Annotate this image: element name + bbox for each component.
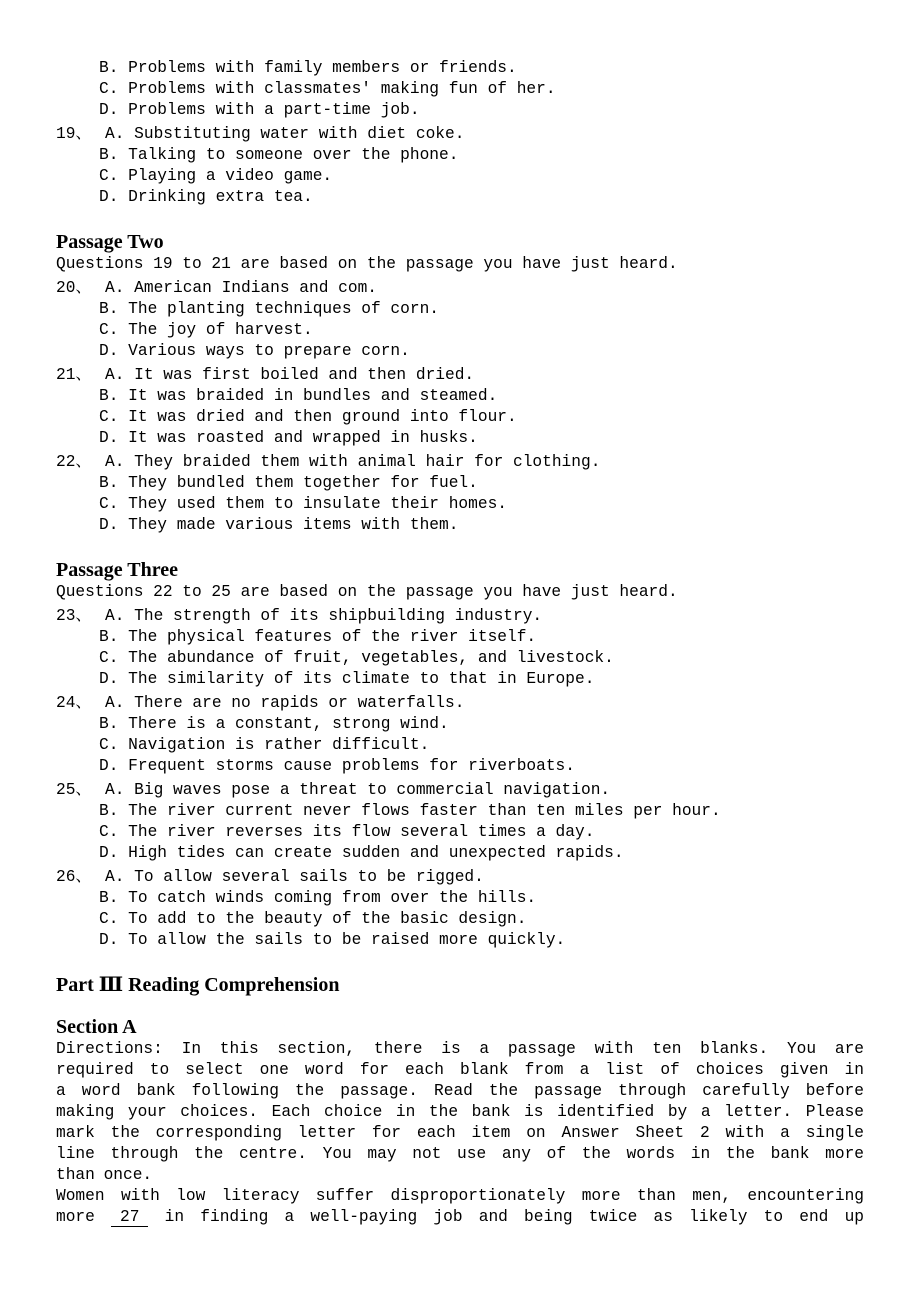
question-number: 24、 [56,694,92,712]
passage-two-intro: Questions 19 to 21 are based on the passage you have just heard. [56,255,678,273]
question-number: 20、 [56,279,92,297]
question-21 [56,365,864,386]
section-a-title: Section A [56,1016,137,1038]
q20-option: B. The planting techniques of corn. [99,300,439,318]
question-26 [56,867,864,888]
question-number: 23、 [56,607,92,625]
q22-option: C. They used them to insulate their homes. [99,495,507,513]
question-22 [56,452,864,473]
question-number: 26、 [56,868,92,886]
q21-option: C. It was dried and then ground into flour. [99,408,517,426]
q26-option: D. To allow the sails to be raised more quickly. [99,931,566,949]
passage-three-intro: Questions 22 to 25 are based on the passage you have just heard. [56,583,678,601]
question-24 [56,693,864,714]
part-three-title: Part Ⅲ Reading Comprehension [56,974,340,996]
directions-line: a word bank following the passage. Read the passage through carefully before [56,1082,864,1100]
directions-line: mark the corresponding letter for each item on Answer Sheet 2 with a single [56,1124,864,1142]
q21-option: B. It was braided in bundles and steamed. [99,387,498,405]
option-a: A. Big waves pose a threat to commercial navigation. [105,781,611,799]
directions-line: required to select one word for each blank from a list of choices given in [56,1061,864,1079]
q22-option: D. They made various items with them. [99,516,459,534]
directions-paragraph [56,1039,864,1186]
q18-option: D. Problems with a part-time job. [99,101,420,119]
q25-option: C. The river reverses its flow several times a day. [99,823,595,841]
directions-line: making your choices. Each choice in the bank is identified by a letter. Please [56,1103,864,1121]
q18-option: C. Problems with classmates' making fun of her. [99,80,556,98]
q19-option: B. Talking to someone over the phone. [99,146,459,164]
passage-text: in finding a well-paying job and being twice as likely to end up [164,1208,864,1226]
q22-option: B. They bundled them together for fuel. [99,474,478,492]
q20-option: D. Various ways to prepare corn. [99,342,410,360]
q20-option: C. The joy of harvest. [99,321,313,339]
directions-line: line through the centre. You may not use any of the words in the bank more [56,1145,864,1163]
q19-option: C. Playing a video game. [99,167,333,185]
q26-option: C. To add to the beauty of the basic design. [99,910,527,928]
question-25 [56,780,864,801]
passage-line: Women with low literacy suffer disproportionately more than men, encountering [56,1187,864,1205]
question-number: 21、 [56,366,92,384]
option-a: A. There are no rapids or waterfalls. [105,694,465,712]
question-19 [56,124,864,145]
q23-option: D. The similarity of its climate to that in Europe. [99,670,595,688]
q19-option: D. Drinking extra tea. [99,188,313,206]
question-23 [56,606,864,627]
passage-two-title: Passage Two [56,231,164,253]
blank-27[interactable]: 27 [111,1209,148,1227]
q18-option: B. Problems with family members or friends. [99,59,517,77]
option-a: A. The strength of its shipbuilding industry. [105,607,543,625]
passage-text: more [56,1208,95,1226]
reading-passage [56,1186,864,1228]
option-a: A. American Indians and com. [105,279,377,297]
option-a: A. To allow several sails to be rigged. [105,868,484,886]
option-a: A. Substituting water with diet coke. [105,125,465,143]
q21-option: D. It was roasted and wrapped in husks. [99,429,478,447]
question-number: 19、 [56,125,92,143]
q25-option: B. The river current never flows faster than ten miles per hour. [99,802,721,820]
passage-three-title: Passage Three [56,559,179,581]
q24-option: C. Navigation is rather difficult. [99,736,430,754]
q24-option: D. Frequent storms cause problems for riverboats. [99,757,575,775]
q24-option: B. There is a constant, strong wind. [99,715,449,733]
option-a: A. They braided them with animal hair for clothing. [105,453,601,471]
question-20 [56,278,864,299]
question-number: 22、 [56,453,92,471]
q25-option: D. High tides can create sudden and unexpected rapids. [99,844,624,862]
option-a: A. It was first boiled and then dried. [105,366,475,384]
q26-option: B. To catch winds coming from over the hills. [99,889,537,907]
passage-line [56,1207,864,1228]
exam-page [56,58,864,1228]
directions-line: than once. [56,1166,153,1184]
directions-line: Directions: In this section, there is a passage with ten blanks. You are [56,1040,864,1058]
q23-option: C. The abundance of fruit, vegetables, and livestock. [99,649,614,667]
q23-option: B. The physical features of the river itself. [99,628,537,646]
question-number: 25、 [56,781,92,799]
